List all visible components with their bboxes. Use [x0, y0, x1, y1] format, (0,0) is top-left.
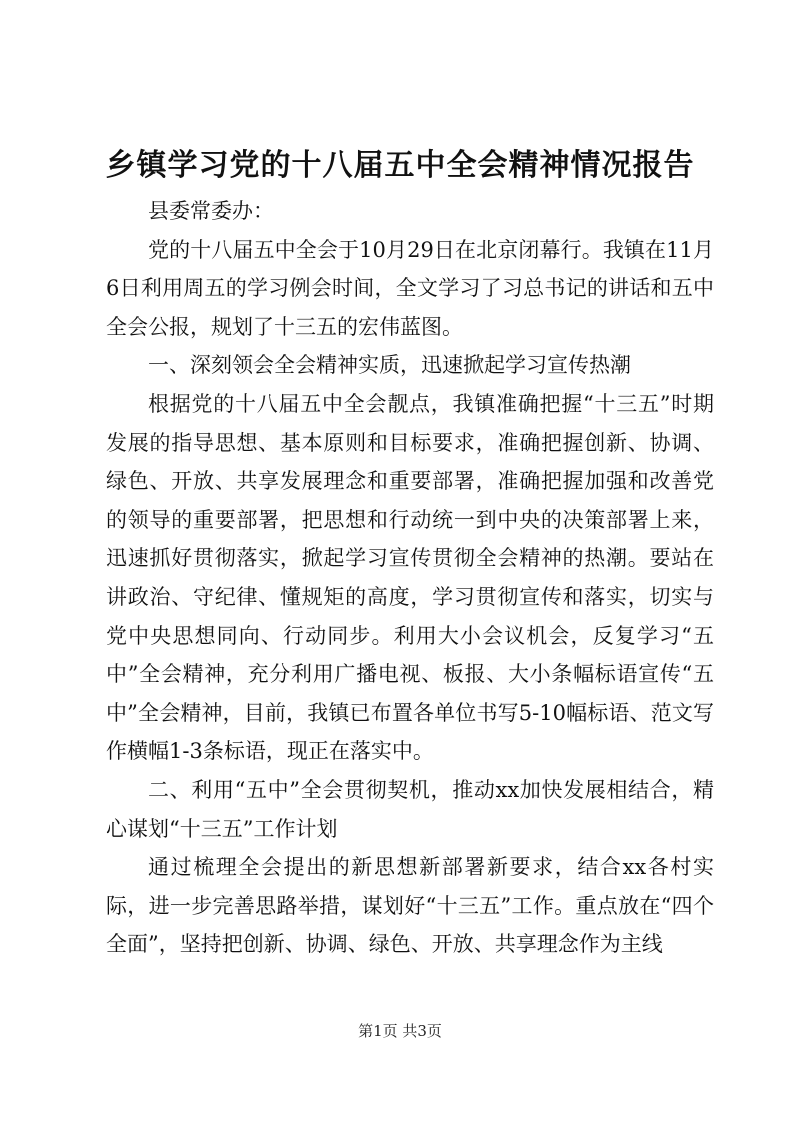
document-title: 乡镇学习党的十八届五中全会精神情况报告	[105, 148, 695, 183]
salutation: 县委常委办：	[148, 199, 274, 223]
paragraph-section-1: 根据党的十八届五中全会靓点，我镇准确把握“十三五”时期发展的指导思想、基本原则和目标要求，准确把握创新、协调、绿色、开放、共享发展理念和重要部署，准确把握加强和改善党的领导的重要部署，把思想和行动统一到中央的决策部署上来，迅速抓好贯彻落实，掀起学习宣传贯彻全会精神的热潮。要站在讲政治、守纪律、懂规矩的高度，学习贯彻宣传和落实，切实与党中央思想同向、行动同步。利用大小会议机会，反复学习“五中”全会精神，充分利用广播电视、板报、大小条幅标语宣传“五中”全会精神，目前，我镇已布置各单位书写5-10幅标语、范文写作横幅1-3条标语，现正在落实中。	[106, 391, 714, 764]
page-number-footer: 第1页 共3页	[358, 1022, 442, 1040]
section-heading-1: 一、深刻领会全会精神实质，迅速掀起学习宣传热潮	[148, 353, 631, 378]
section-heading-2: 二、利用“五中”全会贯彻契机，推动xx加快发展相结合，精心谋划“十三五”工作计划	[106, 777, 714, 841]
document-body	[106, 192, 714, 964]
paragraph-intro: 党的十八届五中全会于10月29日在北京闭幕行。我镇在11月6日利用周五的学习例会时间，全文学习了习总书记的讲话和五中全会公报，规划了十三五的宏伟蓝图。	[106, 237, 714, 339]
paragraph-section-2: 通过梳理全会提出的新思想新部署新要求，结合xx各村实际，进一步完善思路举措，谋划好“十三五”工作。重点放在“四个全面”，坚持把创新、协调、绿色、开放、共享理念作为主线	[106, 855, 714, 957]
